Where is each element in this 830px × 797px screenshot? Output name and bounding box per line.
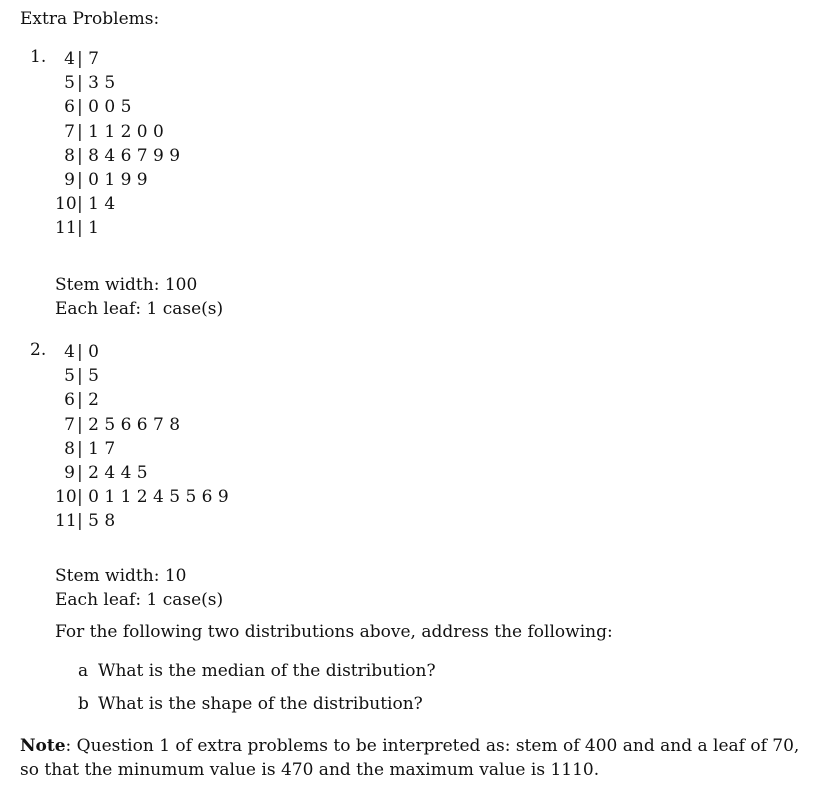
question-label: b (78, 694, 89, 714)
stem: 5 (64, 73, 75, 94)
leaves: | 0 (77, 342, 99, 362)
stem: 11 (55, 218, 77, 239)
stem: 6 (64, 97, 75, 118)
stem: 7 (64, 121, 75, 142)
stem: 7 (64, 414, 75, 435)
stem: 10 (55, 194, 77, 215)
leaves: | 7 (77, 49, 99, 69)
problem-number: 2. (30, 340, 47, 360)
question-label: a (78, 661, 89, 681)
note-paragraph (20, 734, 815, 782)
stem: 9 (64, 169, 75, 190)
leaves: | 1 4 (77, 194, 116, 215)
question-list (78, 661, 436, 727)
leaves: | 2 5 6 6 7 8 (77, 414, 181, 435)
leaves: | 0 1 9 9 (77, 169, 148, 190)
note-label: Note (20, 736, 66, 756)
stem: 10 (55, 487, 77, 508)
leaves: | 0 0 5 (77, 97, 132, 118)
section-heading: Extra Problems: (20, 9, 160, 29)
leaf-unit-label: Each leaf: 1 case(s) (55, 590, 224, 610)
question-item (78, 694, 436, 727)
stem: 5 (64, 366, 75, 387)
stem: 9 (64, 462, 75, 483)
stem: 4 (64, 342, 75, 362)
leaves: | 2 (77, 390, 99, 411)
stem-width-label: Stem width: 10 (55, 566, 187, 586)
leaves: | 3 5 (77, 73, 116, 94)
leaves: | 0 1 1 2 4 5 5 6 9 (77, 487, 229, 508)
leaves: | 5 8 (77, 511, 116, 532)
question-item (78, 661, 436, 694)
instruction-text: For the following two distributions above, address the following: (55, 622, 613, 642)
leaves: | 8 4 6 7 9 9 (77, 145, 181, 166)
leaves: | 5 (77, 366, 99, 387)
problem-number: 1. (30, 47, 47, 67)
stem: 11 (55, 511, 77, 532)
stem-width-label: Stem width: 100 (55, 275, 198, 295)
leaves: | 1 7 (77, 438, 116, 459)
stem: 6 (64, 390, 75, 411)
leaf-unit-label: Each leaf: 1 case(s) (55, 299, 224, 319)
leaves: | 1 1 2 0 0 (77, 121, 164, 142)
stem: 8 (64, 438, 75, 459)
stem: 8 (64, 145, 75, 166)
note-text: : Question 1 of extra problems to be interpreted as: stem of 400 and and a leaf of 70, so that the minumum value is 470 and the maximum value is 1110. (20, 736, 800, 780)
leaves: | 1 (77, 218, 99, 239)
question-text: What is the median of the distribution? (98, 661, 436, 681)
question-text: What is the shape of the distribution? (98, 694, 423, 714)
leaves: | 2 4 4 5 (77, 462, 148, 483)
stem: 4 (64, 49, 75, 69)
